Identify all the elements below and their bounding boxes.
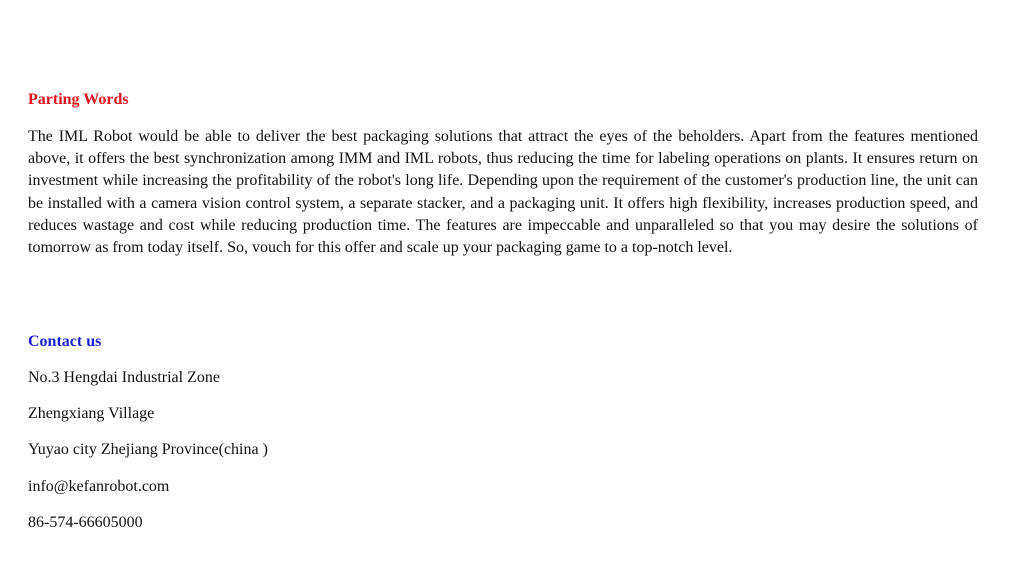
address-line-3: Yuyao city Zhejiang Province(china )	[28, 441, 268, 458]
parting-words-paragraph: The IML Robot would be able to deliver the best packaging solutions that attract the eyes of the beholders. Apart from the features mentioned above, it offers the best synchronization among IMM and IML robots, thus reducing the time for labeling operations on plants. It ensures return on investment while increasing the profitability of the robot's long life. Depending upon the requirement of the customer's production line, the unit can be installed with a camera vision control system, a separate stacker, and a packaging unit. It offers high flexibility, increases production speed, and reduces wastage and cost while reducing production time. The features are impeccable and unparalleled so that you may desire the solutions of tomorrow as from today itself. So, vouch for this offer and scale up your packaging game to a top-notch level.	[28, 128, 978, 257]
contact-us-heading: Contact us	[28, 333, 102, 350]
parting-words-heading: Parting Words	[28, 91, 129, 108]
contact-email: info@kefanrobot.com	[28, 478, 170, 495]
address-line-1: No.3 Hengdai Industrial Zone	[28, 369, 220, 386]
contact-phone: 86-574-66605000	[28, 514, 143, 531]
address-line-2: Zhengxiang Village	[28, 405, 155, 422]
